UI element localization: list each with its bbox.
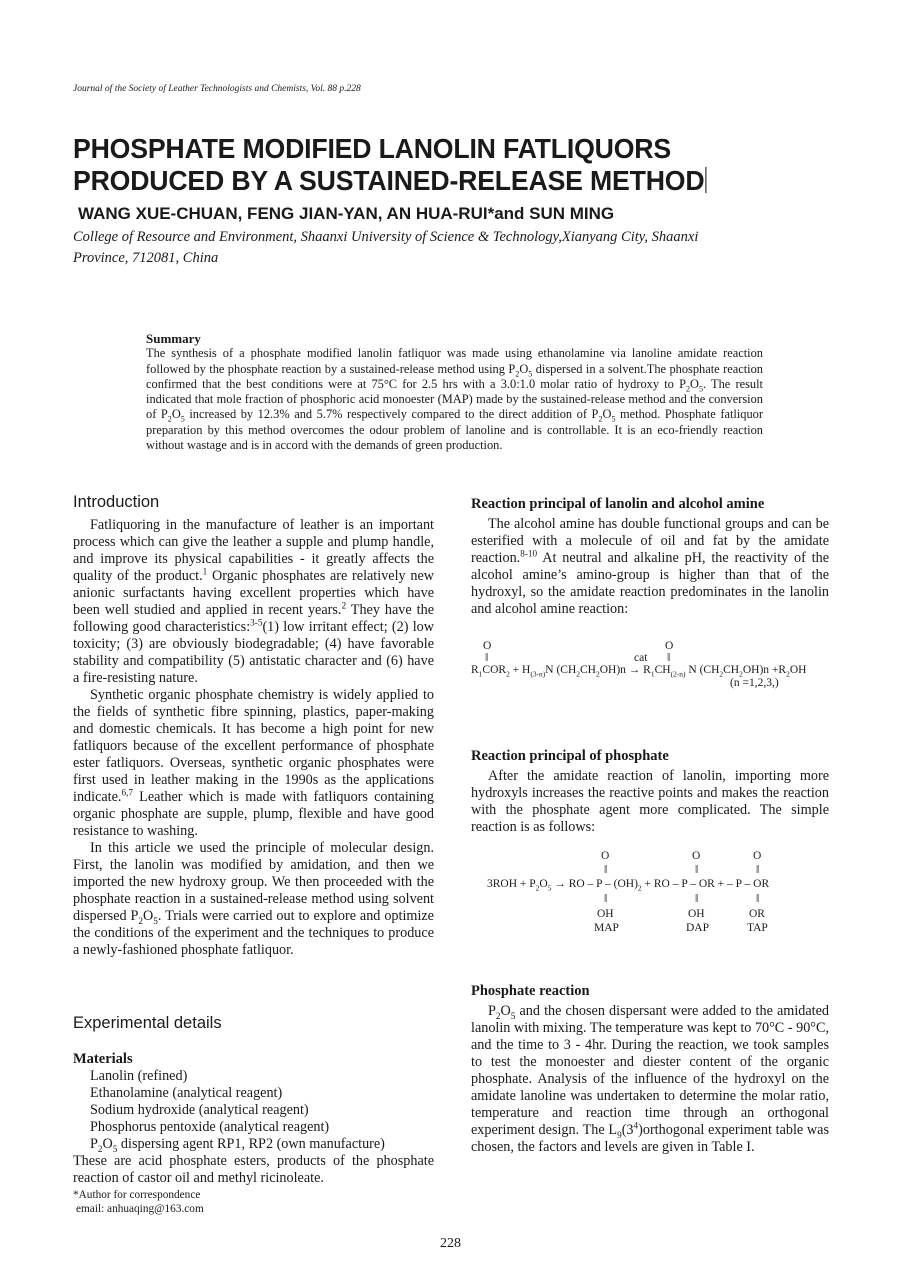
footnote: *Author for correspondence email: anhuaqing@163.com (73, 1188, 434, 1216)
phosphate-reaction-heading: Phosphate reaction (471, 983, 590, 999)
introduction-section (73, 494, 434, 959)
article-title (73, 133, 706, 197)
authors: WANG XUE-CHUAN, FENG JIAN-YAN, AN HUA-RUI*and SUN MING (78, 204, 615, 223)
summary-text: The synthesis of a phosphate modified lanolin fatliquor was made using ethanolamine via lanoline amidate reaction followed by the phosphate reaction by a sustained-release method using $P_2O_5$ dispersed in a solvent.The phosphate reaction confirmed that the best conditions were at 75°C for 2.5 hrs with a 3.0:1.0 molar ratio of hydroxy to $P_2O_5$. The result indicated that mole fraction of phosphoric acid monoester (MAP) made by the sustained-release method and the conversion of $P_2O_5$ increased by 12.3% and 5.7% respectively compared to the direct addition of $P_2O_5$ method. Phosphate fatliquor preparation by this method overcomes the odour problem of lanoline and is controllable. It is an eco-friendly reaction without wastage and is in accord with the demands of green production. (146, 346, 764, 453)
title-line-1: PHOSPHATE MODIFIED LANOLIN FATLIQUORS (73, 133, 671, 164)
summary-heading: Summary (146, 331, 201, 346)
reaction-lanolin-section (471, 496, 829, 618)
material-item: Phosphorus pentoxide (analytical reagent) (90, 1119, 330, 1135)
intro-paragraph-2: Synthetic organic phosphate chemistry is widely applied to the fields of synthetic fibre spinning, plastics, paper-making and domestic chemicals. It has become a high point for new fatliquors because of the excellent performance of phosphate ester fatliquors. Overseas, synthetic organic phosphates were first used in leather making in the 1990s as the applications indicate.$^{6,7}$ Leather which is made with fatliquors containing organic phosphate are supple, plump, flexible and have good resistance to washing. (73, 687, 434, 839)
tap-label: TAP (747, 922, 768, 934)
journal-header: Journal of the Society of Leather Technologists and Chemists, Vol. 88 p.228 (73, 84, 361, 94)
phosphate-reaction-paragraph: $P_2O_5$ and the chosen dispersant were added to the amidated lanolin with mixing. The temperature was kept to 70°C - 90°C, and the time to 3 - 4hr. During the reaction, we took samples to test the monoester and diester content of the organic phosphate. Analysis of the influence of the hydroxyl on the amidate lanoline was undertaken to determine the molar ratio, temperature and reaction time through an orthogonal experiment design. The $L_9(3^4)orthogonal$ experiment table was chosen, the factors and levels are given in Table I. (471, 1003, 829, 1155)
intro-paragraph-3: In this article we used the principle of molecular design. First, the lanolin was modified by amidation, and then we imported the new hydroxy group. We then proceeded with the phosphate reaction in a sustained-release method using solvent dispersed $P_2O_5$. Trials were carried out to explore and optimize the conditions of the experiment and the techniques to produce a newly-fashioned phosphate fatliquor. (73, 840, 434, 958)
material-item: Ethanolamine (analytical reagent) (90, 1085, 283, 1101)
materials-list (73, 1068, 434, 1136)
material-item: Sodium hydroxide (analytical reagent) (90, 1102, 309, 1118)
reaction-phosphate-paragraph: After the amidate reaction of lanolin, importing more hydroxyls increases the reactive points and makes the reaction with the phosphate agent more complicated. The simple reaction is as follows: (471, 768, 829, 835)
amidation-equation: O O ‖ cat ‖ $R_1COR_2 + H_{(3-n)}N$ $(CH_2CH_2OH)n \to R_1CH_{(2-n)}$ N $(CH_2CH_2OH)n +R_2OH$ (n =1,2,3,) (471, 640, 807, 689)
reaction-lanolin-heading: Reaction principal of lanolin and alcohol amine (471, 496, 765, 512)
experimental-section (73, 1015, 434, 1216)
correspondence-email: email: anhuaqing@163.com (76, 1203, 204, 1215)
reaction-lanolin-paragraph: The alcohol amine has double functional groups and can be esterified with a molecule of oil and fat by the amidate reaction.$^{8-10}$ At neutral and alkaline pH, the reactivity of the alcohol amine’s amino-group is higher than that of the hydroxyl, so the amidate reaction predominates in the lanolin and alcohol amine reaction: (471, 516, 829, 617)
dispersing-note: These are acid phosphate esters, products of the phosphate reaction of castor oil and methyl ricinoleate. (73, 1153, 434, 1186)
phosphate-reaction-section (471, 983, 829, 1156)
title-line-2: PRODUCED BY A SUSTAINED-RELEASE METHOD (73, 165, 705, 196)
materials-heading: Materials (73, 1051, 133, 1067)
summary (146, 331, 763, 453)
page-number: 228 (440, 1236, 461, 1251)
affiliation: College of Resource and Environment, Shaanxi University of Science & Technology,Xianyang City, Shaanxi Province, 712081, China (73, 229, 699, 266)
dispersing-agent-text: $P_2O_5$ dispersing agent RP1, RP2 (own manufacture) (90, 1136, 385, 1154)
experimental-heading: Experimental details (73, 1014, 222, 1032)
text-cursor (705, 167, 706, 193)
introduction-heading: Introduction (73, 493, 160, 511)
intro-paragraph-1: Fatliquoring in the manufacture of leather is an important process which can give the leather a supple and plump handle, and improve its physical capabilities - it greatly affects the quality of the product.$^1$ Organic phosphates are relatively new anionic surfactants having excellent properties which have been well studied and applied in recent years.$^2$ They have the following good characteristics:$^{3-5}$(1) low irritant effect; (2) low toxicity; (3) are obviously biodegradable; (4) have favorable stability and compatibility (5) antistatic character and (6) have a fire-resisting nature. (73, 517, 435, 686)
phosphation-equation: O O O ‖ ‖ ‖ $3ROH + P_2O_5$ → RO – P – $(OH)_2$ + RO – P – OR + – P – OR ‖ ‖ ‖ OH OH OR MAP DAP TAP (487, 850, 770, 934)
reaction-phosphate-section (471, 748, 829, 836)
reaction-phosphate-heading: Reaction principal of phosphate (471, 748, 669, 764)
map-label: MAP (594, 922, 619, 934)
material-item: Lanolin (refined) (90, 1068, 188, 1084)
dap-label: DAP (686, 922, 710, 934)
